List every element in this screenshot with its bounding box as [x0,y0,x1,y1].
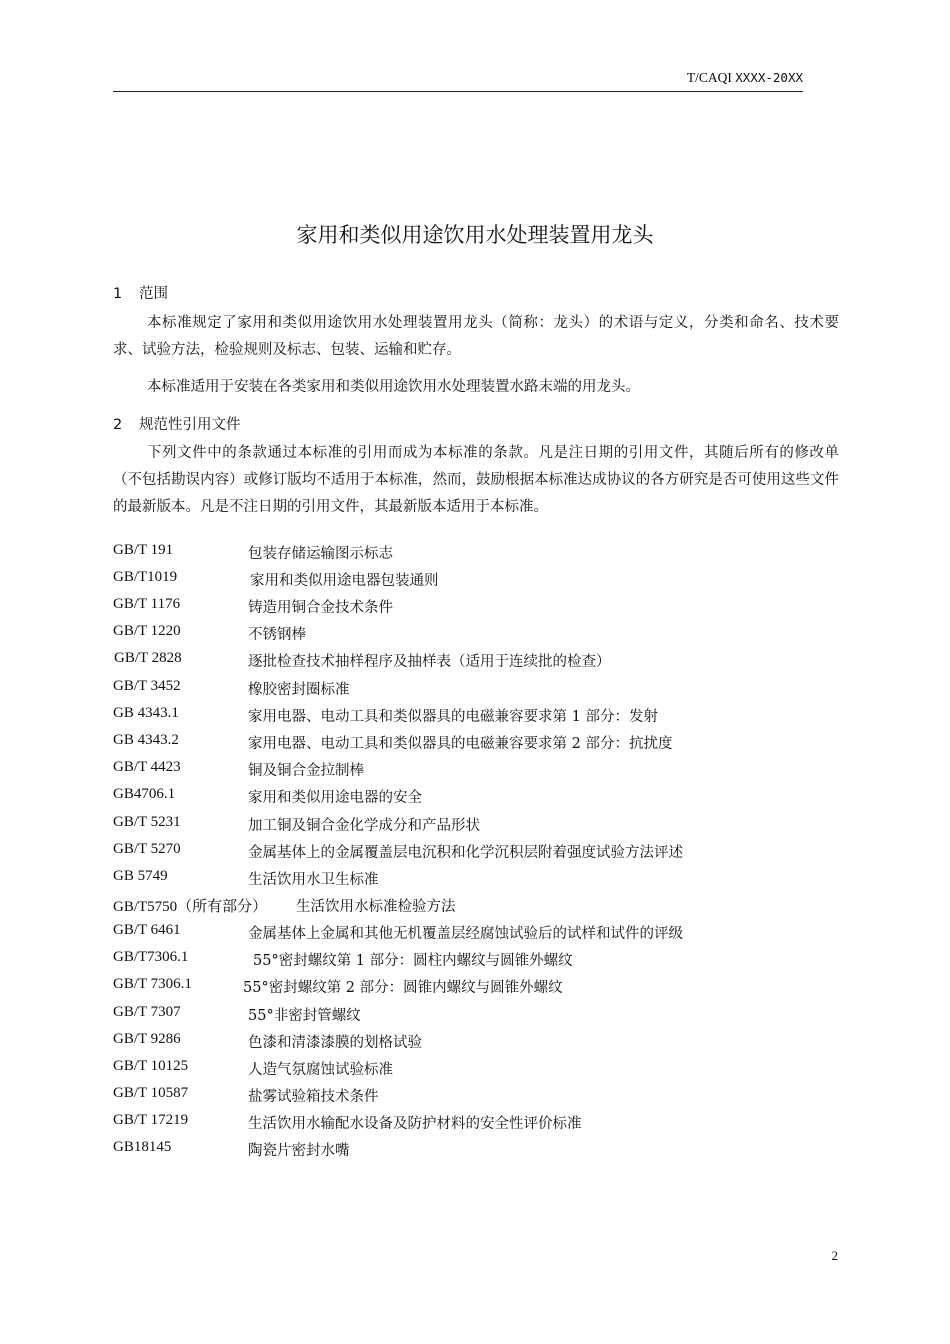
reference-title: 55°密封螺纹第 2 部分：圆锥内螺纹与圆锥外螺纹 [243,980,563,996]
reference-code: GB18145 [113,1139,172,1155]
reference-code: GB/T 7306.1 [113,976,192,992]
section-title: 规范性引用文件 [139,417,241,433]
reference-code: GB/T 1220 [113,623,181,639]
reference-title: 家用电器、电动工具和类似器具的电磁兼容要求第 2 部分：抗扰度 [248,736,673,752]
header-standard-number: XXXX-20XX [735,70,803,85]
reference-code: GB/T 10587 [113,1085,189,1101]
reference-code: GB/T 5231 [113,814,181,830]
reference-code: GB/T 10125 [113,1058,189,1074]
references-intro-paragraph: 下列文件中的条款通过本标准的引用而成为本标准的条款。凡是注日期的引用文件，其随后所有的修改单（不包括勘误内容）或修订版均不适用于本标准，然而，鼓励根据本标准达成协议的各方研究是否可使用这些文件的最新版本。凡是不注日期的引用文件，其最新版本适用于本标准。 [113,445,839,515]
reference-code: GB/T7306.1 [113,949,189,965]
reference-code: GB/T 1176 [113,596,181,612]
reference-code: GB/T 191 [113,542,174,558]
reference-title: 橡胶密封圈标准 [248,682,350,698]
reference-code: GB/T 9286 [113,1031,181,1047]
section-heading-scope [113,282,168,303]
reference-title: 家用和类似用途电器的安全 [248,790,422,806]
section-heading-normative-references [113,413,241,434]
reference-code: GB/T 2828 [114,650,182,666]
header-standard-prefix: T/CAQI [686,70,732,85]
header-rule [113,91,803,92]
scope-paragraph-2: 本标准适用于安装在各类家用和类似用途饮用水处理装置水路末端的用龙头。 [147,379,640,395]
reference-title: 陶瓷片密封水嘴 [248,1143,350,1159]
reference-title: 逐批检查技术抽样程序及抽样表（适用于连续批的检查） [248,654,611,670]
reference-code: GB/T 4423 [113,759,181,775]
reference-title: 不锈钢棒 [248,627,306,643]
reference-title: 生活饮用水输配水设备及防护材料的安全性评价标准 [248,1116,582,1132]
reference-title: 55°非密封管螺纹 [248,1008,361,1024]
reference-title: 盐雾试验箱技术条件 [248,1089,379,1105]
reference-title: 家用电器、电动工具和类似器具的电磁兼容要求第 1 部分：发射 [248,709,658,725]
scope-paragraph-1: 本标准规定了家用和类似用途饮用水处理装置用龙头（简称：龙头）的术语与定义，分类和命名、技术要求、试验方法，检验规则及标志、包装、运输和贮存。 [113,315,839,358]
reference-title: 家用和类似用途电器包装通则 [250,573,439,589]
reference-title: 55°密封螺纹第 1 部分：圆柱内螺纹与圆锥外螺纹 [253,953,573,969]
reference-title: 金属基体上金属和其他无机覆盖层经腐蚀试验后的试样和试件的评级 [248,926,683,942]
reference-code: GB 5749 [113,868,168,884]
reference-title: 加工铜及铜合金化学成分和产品形状 [248,818,480,834]
reference-code: GB/T 5270 [113,841,181,857]
reference-title: 色漆和清漆漆膜的划格试验 [248,1035,422,1051]
reference-code: GB/T5750（所有部分） [113,899,268,915]
reference-code: GB/T 3452 [113,678,181,694]
running-header [113,70,803,86]
reference-code: GB/T 17219 [113,1112,189,1128]
reference-code: GB4706.1 [113,786,176,802]
reference-code: GB/T1019 [113,569,178,585]
reference-title: 金属基体上的金属覆盖层电沉积和化学沉积层附着强度试验方法评述 [248,845,683,861]
reference-code: GB/T 7307 [113,1004,181,1020]
reference-code: GB/T 6461 [113,922,181,938]
section-number: 1 [113,286,123,302]
reference-title: 生活饮用水标准检验方法 [296,899,456,915]
reference-title: 铸造用铜合金技术条件 [248,600,393,616]
reference-title: 人造气氛腐蚀试验标准 [248,1062,393,1078]
section-number: 2 [113,417,123,433]
reference-title: 铜及铜合金拉制棒 [248,763,364,779]
document-title: 家用和类似用途饮用水处理装置用龙头 [296,223,654,247]
reference-title: 生活饮用水卫生标准 [248,872,379,888]
reference-title: 包装存储运输图示标志 [248,546,393,562]
reference-code: GB 4343.2 [113,732,179,748]
reference-code: GB 4343.1 [113,705,179,721]
page-number: 2 [831,1248,838,1263]
section-title: 范围 [139,286,168,302]
